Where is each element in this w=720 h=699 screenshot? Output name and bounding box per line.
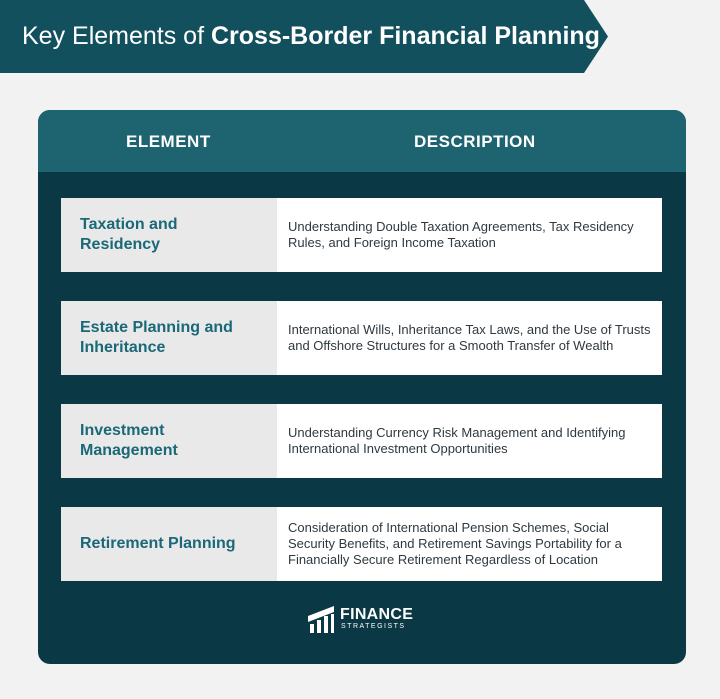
- row-element-label: Retirement Planning: [80, 535, 236, 552]
- elements-table: [38, 110, 686, 664]
- title-prefix: Key Elements of: [22, 22, 211, 50]
- row-description: Consideration of International Pension Schemes, Social Security Benefits, and Retirement Savings Portability for a Financially Secure Retirement Regardless of Location: [288, 520, 622, 567]
- title-emphasis: Cross-Border Financial Planning: [210, 22, 600, 50]
- finance-strategists-logo-icon: [306, 604, 336, 634]
- header-description: DESCRIPTION: [414, 132, 536, 151]
- row-element-label: Taxation and Residency: [80, 216, 178, 253]
- header-element: ELEMENT: [126, 132, 211, 151]
- table-row: [61, 301, 662, 375]
- row-description: Understanding Double Taxation Agreements, Tax Residency Rules, and Foreign Income Taxation: [288, 219, 634, 250]
- logo-subtitle: STRATEGISTS: [341, 623, 406, 630]
- page-title: [22, 18, 600, 54]
- row-description: Understanding Currency Risk Management and Identifying International Investment Opportunities: [288, 425, 626, 456]
- table-row: [61, 404, 662, 478]
- row-element-label: Estate Planning and Inheritance: [80, 319, 233, 356]
- row-element-label: Investment Management: [80, 422, 178, 459]
- title-banner: [0, 0, 608, 73]
- table-row: [61, 198, 662, 272]
- table-row: [61, 507, 662, 581]
- table-header: [38, 110, 686, 172]
- row-description: International Wills, Inheritance Tax Laws, and the Use of Trusts and Offshore Structures for a Smooth Transfer of Wealth: [288, 322, 651, 353]
- logo-name: FINANCE: [340, 606, 414, 623]
